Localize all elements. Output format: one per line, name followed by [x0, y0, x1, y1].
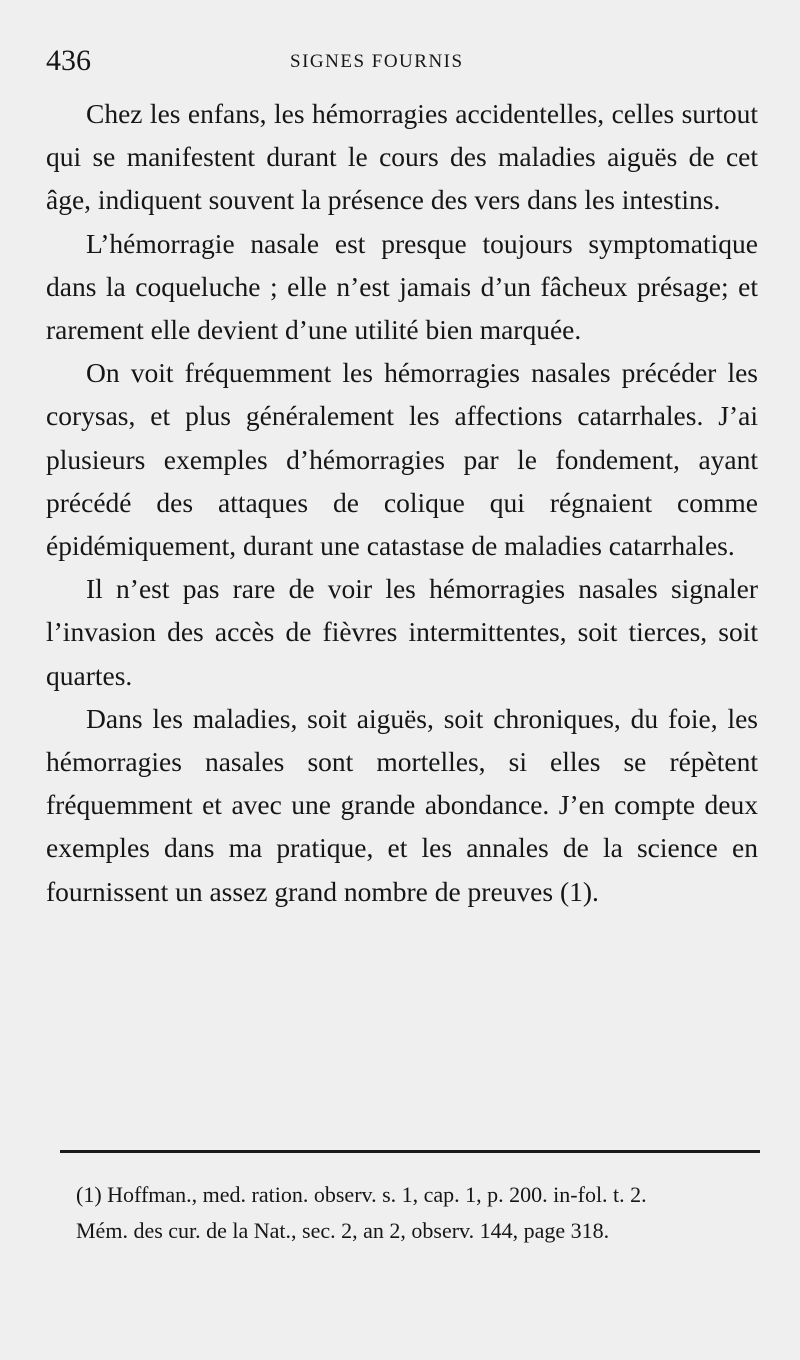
page-header — [46, 44, 756, 78]
paragraph: Il n’est pas rare de voir les hémorragies nasales signaler l’invasion des accès de fièvres intermittentes, soit tierces, soit quartes. — [46, 573, 758, 691]
paragraph: On voit fréquemment les hémorragies nasales précéder les corysas, et plus généralement les affections catarrhales. J’ai plusieurs exemples d’hémorragies par le fondement, ayant précédé des attaques de colique qui régnaient comme épidémiquement, durant une catastase de maladies catarrhales. — [46, 357, 758, 562]
footnote: (1) Hoffman., med. ration. observ. s. 1, cap. 1, p. 200. in-fol. t. 2. — [76, 1182, 647, 1207]
body-text — [46, 92, 758, 913]
page-number: 436 — [46, 44, 91, 77]
paragraph: Chez les enfans, les hémorragies accidentelles, celles surtout qui se manifestent durant le cours des maladies aiguës de cet âge, indiquent souvent la présence des vers dans les intestins. — [46, 98, 758, 216]
paragraph: Dans les maladies, soit aiguës, soit chroniques, du foie, les hémorragies nasales sont mortelles, si elles se répètent fréquemment et avec une grande abondance. J’en compte deux exemples dans ma pratique, et les annales de la science en fournissent un assez grand nombre de preuves (1). — [46, 702, 758, 907]
footnote: Mém. des cur. de la Nat., sec. 2, an 2, observ. 144, page 318. — [76, 1217, 610, 1243]
footnotes — [46, 1178, 758, 1249]
paragraph: L’hémorragie nasale est presque toujours symptomatique dans la coqueluche ; elle n’est jamais d’un fâcheux présage; et rarement elle devient d’une utilité bien marquée. — [46, 227, 758, 346]
running-head: SIGNES FOURNIS — [290, 51, 464, 72]
footnote-divider — [60, 1150, 760, 1153]
